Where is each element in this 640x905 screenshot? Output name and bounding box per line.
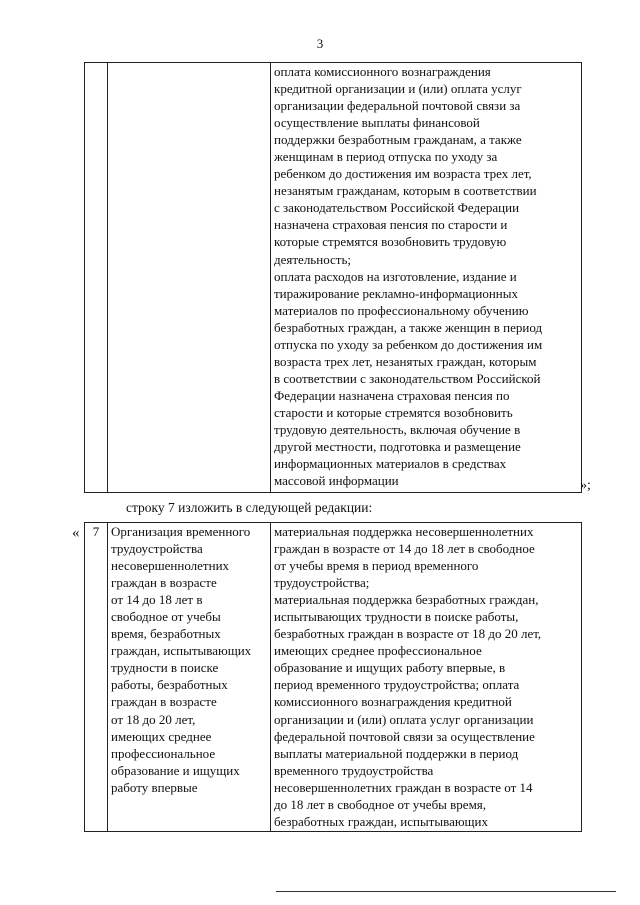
table-row (85, 63, 582, 493)
row-name-text: Организация временного трудоустройства несовершеннолетних граждан в возрасте от 14 до 18 лет в свободное от учебы время, безработных граждан, испытывающих трудности в поиске работы, безработных граждан в возрасте от 18 до 20 лет, имеющих среднее профессиональное образование и ищущих работу впервые (111, 524, 252, 795)
closing-quote: »; (580, 478, 591, 493)
table-new-row-7 (84, 522, 582, 832)
row-number-cell (85, 523, 108, 832)
amendment-instruction: строку 7 изложить в следующей редакции: (126, 500, 373, 515)
row-number: 7 (92, 524, 100, 539)
row-number-cell (85, 63, 108, 493)
table-row (85, 523, 582, 832)
row-description-cell (271, 63, 582, 493)
row-name-cell (108, 63, 271, 493)
row-description-text: материальная поддержка несовершеннолетних граждан в возрасте от 14 до 18 лет в свободное от учебы время в период временного трудоустройства; материальная поддержка безработных граждан, испытывающих трудности в поиске работы, безработных граждан в возрасте от 18 до 20 лет, имеющих среднее профессиональное образование и ищущих работу впервые, в период временного трудоустройства; оплата комиссионного вознаграждения кредитной организации и (или) оплата услуг организации федеральной почтовой связи за осуществление выплаты материальной поддержки в период временного трудоустройства несовершеннолетних граждан в возрасте от 14 до 18 лет в свободное от учебы время, безработных граждан, испытывающих (274, 524, 542, 829)
row-description-cell (271, 523, 582, 832)
opening-quote: « (72, 525, 80, 541)
table-continuation (84, 62, 582, 493)
row-description-text: оплата комиссионного вознаграждения кредитной организации и (или) оплата услуг организации федеральной почтовой связи за осуществление выплаты финансовой поддержки безработным гражданам, а также женщинам в период отпуска по уходу за ребенком до достижения им возраста трех лет, незанятым гражданам, которым в соответствии с законодательством Российской Федерации назначена страховая пенсия по старости и которые стремятся возобновить трудовую деятельность; оплата расходов на изготовление, издание и тиражирование рекламно-информационных материалов по профессиональному обучению безработных граждан, а также женщин в период отпуска по уходу за ребенком до достижения им возраста трех лет, незанятых граждан, которым в соответствии с законодательством Российской Федерации назначена страховая пенсия по старости и которые стремятся возобновить трудовую деятельность, включая обучение в другой местности, подготовка и размещение информационных материалов в средствах массовой информации (274, 64, 543, 489)
row-name-cell (108, 523, 271, 832)
page-number: 3 (316, 36, 324, 51)
footer-rule (276, 891, 616, 892)
